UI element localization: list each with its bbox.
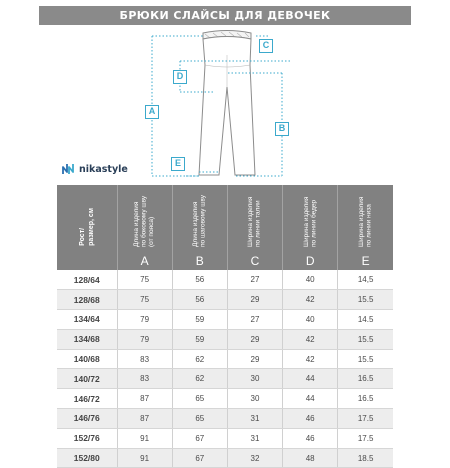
page-title: БРЮКИ СЛАЙСЫ ДЛЯ ДЕВОЧЕК	[39, 6, 411, 25]
size-cell: 134/64	[57, 310, 117, 330]
measurement-cell: 42	[283, 329, 338, 349]
column-d-description: Ширина изделия по линии бедер	[302, 196, 318, 247]
measurement-cell: 56	[172, 290, 227, 310]
measurement-cell: 40	[283, 270, 338, 290]
table-row	[57, 448, 393, 468]
size-table	[57, 185, 393, 468]
measurement-cell: 46	[283, 409, 338, 429]
column-letter-e: E	[338, 252, 393, 270]
column-letter-c: C	[227, 252, 282, 270]
column-header-c	[227, 185, 282, 252]
table-row	[57, 270, 393, 290]
measurement-cell: 42	[283, 349, 338, 369]
size-column-header	[57, 185, 117, 270]
table-row	[57, 310, 393, 330]
measurement-cell: 29	[227, 349, 282, 369]
measurement-cell: 44	[283, 389, 338, 409]
measurement-cell: 62	[172, 349, 227, 369]
table-row	[57, 290, 393, 310]
size-table-body	[57, 270, 393, 468]
nikastyle-logo-icon	[62, 163, 76, 175]
measurement-cell: 87	[117, 409, 172, 429]
size-cell: 134/68	[57, 329, 117, 349]
measurement-cell: 15.5	[338, 349, 393, 369]
table-row	[57, 329, 393, 349]
measurement-cell: 14,5	[338, 270, 393, 290]
measurement-cell: 48	[283, 448, 338, 468]
measurement-cell: 44	[283, 369, 338, 389]
measurement-cell: 75	[117, 270, 172, 290]
measurement-cell: 62	[172, 369, 227, 389]
marker-c: C	[259, 39, 273, 53]
measurement-cell: 42	[283, 290, 338, 310]
measurement-cell: 17.5	[338, 428, 393, 448]
measurement-cell: 30	[227, 369, 282, 389]
measurement-cell: 67	[172, 428, 227, 448]
measurement-cell: 79	[117, 329, 172, 349]
measurement-cell: 56	[172, 270, 227, 290]
measurement-cell: 65	[172, 389, 227, 409]
measurement-cell: 15.5	[338, 290, 393, 310]
measurement-cell: 15.5	[338, 329, 393, 349]
measurement-cell: 31	[227, 428, 282, 448]
column-a-description: Длина изделия по боковому шву (от пояса)	[133, 195, 156, 247]
measurement-cell: 59	[172, 310, 227, 330]
column-header-b	[172, 185, 227, 252]
column-header-e	[338, 185, 393, 252]
marker-d: D	[173, 70, 187, 84]
measurement-cell: 65	[172, 409, 227, 429]
measurement-cell: 29	[227, 290, 282, 310]
table-row	[57, 428, 393, 448]
column-c-description: Ширина изделия по линии талии	[247, 196, 262, 247]
measurement-cell: 30	[227, 389, 282, 409]
size-cell: 128/64	[57, 270, 117, 290]
column-letter-d: D	[283, 252, 338, 270]
measurement-cell: 46	[283, 428, 338, 448]
marker-a: A	[145, 105, 159, 119]
column-e-description: Ширина изделия по линии низа	[358, 196, 373, 247]
brand-name: nikastyle	[79, 163, 128, 175]
size-cell: 128/68	[57, 290, 117, 310]
column-letter-a: A	[117, 252, 172, 270]
measurement-cell: 27	[227, 310, 282, 330]
column-header-a	[117, 185, 172, 252]
size-cell: 140/72	[57, 369, 117, 389]
measurement-cell: 14.5	[338, 310, 393, 330]
column-header-d	[283, 185, 338, 252]
size-cell: 140/68	[57, 349, 117, 369]
table-row	[57, 369, 393, 389]
column-letter-b: B	[172, 252, 227, 270]
marker-b: B	[275, 122, 289, 136]
measurement-cell: 40	[283, 310, 338, 330]
measurement-cell: 31	[227, 409, 282, 429]
size-cell: 146/72	[57, 389, 117, 409]
measurement-cell: 27	[227, 270, 282, 290]
table-row	[57, 409, 393, 429]
measurement-cell: 29	[227, 329, 282, 349]
pants-outline-icon	[0, 25, 450, 185]
size-cell: 152/76	[57, 428, 117, 448]
size-header-label: Рост/ размер, см	[78, 208, 95, 246]
measurement-cell: 32	[227, 448, 282, 468]
measurement-cell: 16.5	[338, 389, 393, 409]
measurement-cell: 87	[117, 389, 172, 409]
size-cell: 146/76	[57, 409, 117, 429]
measurement-cell: 83	[117, 369, 172, 389]
measurement-cell: 67	[172, 448, 227, 468]
measurement-cell: 91	[117, 428, 172, 448]
pants-measurement-diagram	[0, 25, 450, 185]
marker-e: E	[171, 157, 185, 171]
table-row	[57, 349, 393, 369]
measurement-cell: 59	[172, 329, 227, 349]
measurement-cell: 17.5	[338, 409, 393, 429]
size-cell: 152/80	[57, 448, 117, 468]
measurement-cell: 16.5	[338, 369, 393, 389]
column-b-description: Длина изделия по шаговому шву	[192, 195, 207, 247]
measurement-cell: 79	[117, 310, 172, 330]
measurement-cell: 75	[117, 290, 172, 310]
measurement-cell: 18.5	[338, 448, 393, 468]
table-row	[57, 389, 393, 409]
brand-logo	[62, 163, 128, 175]
measurement-cell: 83	[117, 349, 172, 369]
measurement-cell: 91	[117, 448, 172, 468]
